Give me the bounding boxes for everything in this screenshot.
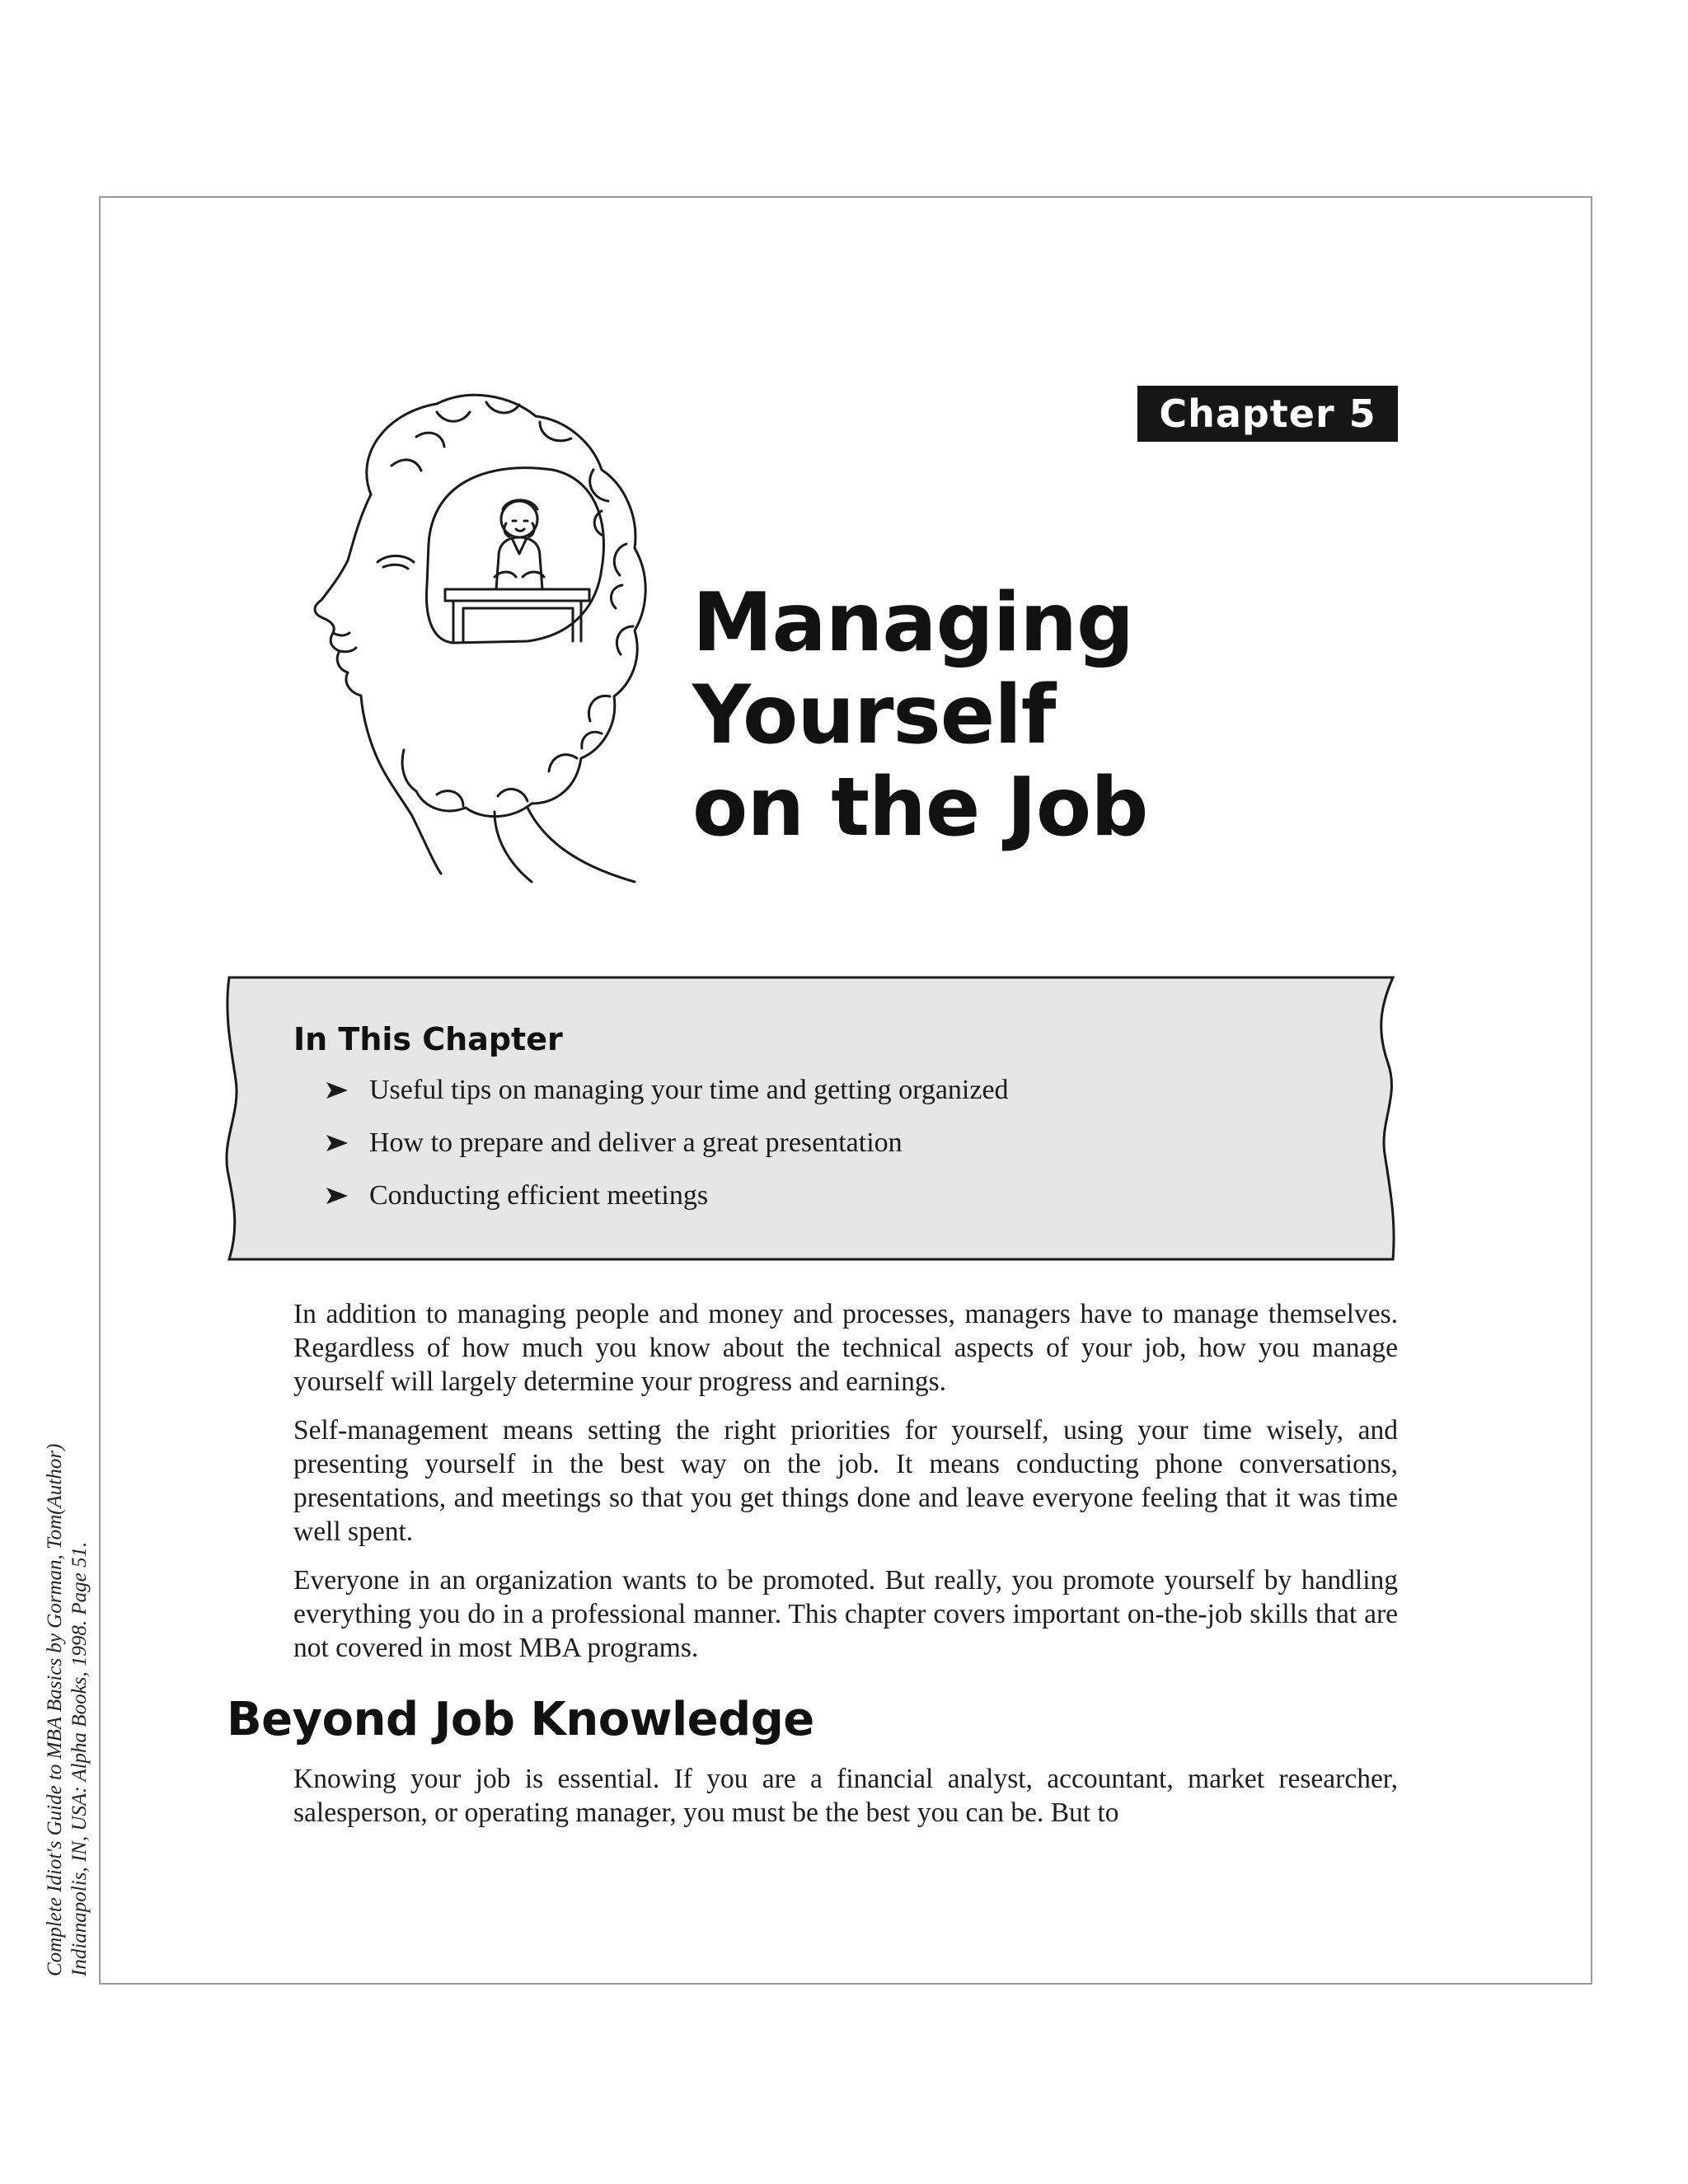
intro-paragraph-3: Everyone in an organization wants to be promoted. But really, you promote yourself by handling everything you do in a professional manner. This chapter covers important on-the-job skills that are not covered in most MBA programs.	[293, 1565, 1398, 1663]
chapter-label: Chapter 5	[1137, 386, 1398, 442]
list-item-text: Useful tips on managing your time and getting organized	[369, 1075, 1009, 1105]
citation-line2: Indianapolis, IN, USA: Alpha Books, 1998. Page 51.	[68, 1541, 91, 1976]
chapter-title-line1: Managing Yourself	[692, 576, 1134, 762]
list-item-text: Conducting efficient meetings	[369, 1180, 709, 1211]
arrow-bullet-icon	[325, 1186, 349, 1206]
chapter-title	[692, 577, 1517, 854]
in-this-chapter-heading: In This Chapter	[293, 1021, 563, 1057]
list-item	[325, 1073, 1365, 1108]
list-item	[325, 1126, 1365, 1160]
intro-paragraph-2: Self-management means setting the right priorities for yourself, using your time wisely, and presenting yourself in the best way on the job. It means conducting phone conversations, presentations, and meetings so that you get things done and leave everyone feeling that it was time well spent.	[293, 1415, 1398, 1547]
section-paragraph: Knowing your job is essential. If you are a financial analyst, accountant, market researcher, salesperson, or operating manager, you must be the best you can be. But to	[293, 1764, 1398, 1828]
section-body	[293, 1762, 1398, 1844]
intro-paragraph-1: In addition to managing people and money and processes, managers have to manage themselves. Regardless of how much you know about the technical aspects of your job, how you manage yourself will largely determine your progress and earnings.	[293, 1299, 1398, 1397]
list-item	[325, 1179, 1365, 1213]
citation-line1: Complete Idiot's Guide to MBA Basics by Gorman, Tom(Author)	[44, 1443, 66, 1976]
chapter-title-line2: on the Job	[692, 761, 1148, 855]
arrow-bullet-icon	[325, 1080, 349, 1100]
source-citation	[43, 1383, 92, 1976]
section-heading: Beyond Job Knowledge	[227, 1693, 814, 1746]
head-profile-illustration	[247, 379, 676, 890]
list-item-text: How to prepare and deliver a great presentation	[369, 1127, 903, 1158]
in-this-chapter	[293, 1019, 1365, 1231]
chapter-topics-list	[293, 1073, 1365, 1213]
arrow-bullet-icon	[325, 1133, 349, 1153]
intro-body	[293, 1297, 1398, 1680]
